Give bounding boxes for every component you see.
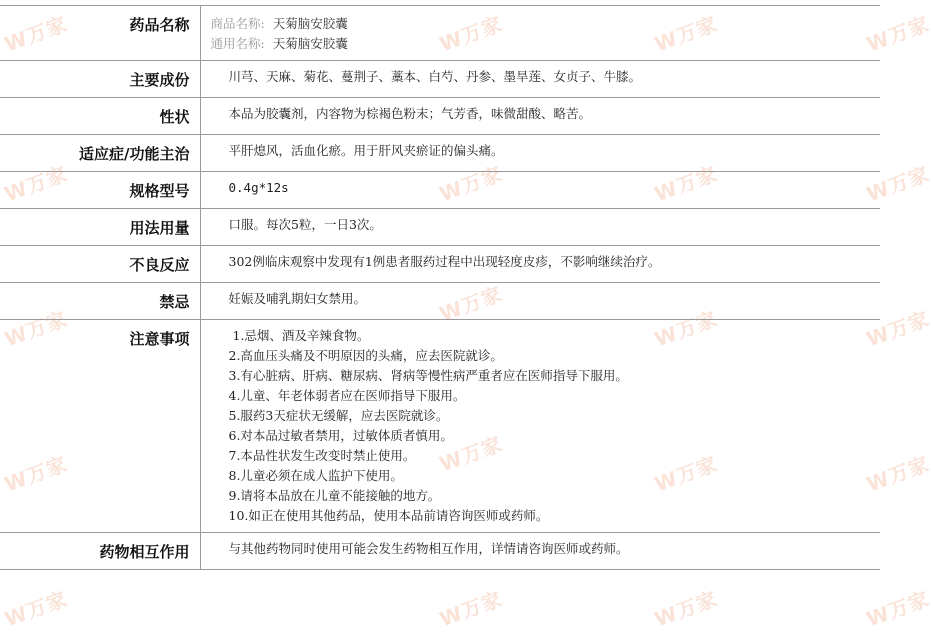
value-dosage: 口服。每次5粒，一日3次。 [200, 209, 880, 246]
label-specification: 规格型号 [0, 172, 200, 209]
label-description: 性状 [0, 98, 200, 135]
watermark-logo: W万家 [436, 161, 506, 207]
watermark-logo: W万家 [436, 11, 506, 57]
row-dosage [0, 209, 880, 246]
label-dosage: 用法用量 [0, 209, 200, 246]
watermark-logo: W万家 [651, 11, 721, 57]
precaution-item: 8.儿童必须在成人监护下使用。 [228, 468, 403, 483]
value-description: 本品为胶囊剂，内容物为棕褐色粉末；气芳香，味微甜酸、略苦。 [200, 98, 880, 135]
precaution-item: 3.有心脏病、肝病、糖尿病、肾病等慢性病严重者应在医师指导下服用。 [228, 368, 628, 383]
watermark-logo: W万家 [1, 306, 71, 352]
label-drug-name: 药品名称 [0, 6, 200, 61]
value-precautions [200, 320, 880, 533]
generic-name-line [211, 34, 871, 54]
precaution-item: 6.对本品过敏者禁用，过敏体质者慎用。 [228, 428, 453, 443]
watermark-logo: W万家 [651, 306, 721, 352]
value-ingredients: 川芎、天麻、菊花、蔓荆子、藁本、白芍、丹参、墨旱莲、女贞子、牛膝。 [200, 61, 880, 98]
watermark-logo: W万家 [651, 161, 721, 207]
precaution-item: 10.如正在使用其他药品，使用本品前请咨询医师或药师。 [228, 508, 549, 523]
watermark-logo: W万家 [863, 586, 933, 632]
watermark-logo: W万家 [1, 586, 71, 632]
watermark-logo: W万家 [863, 161, 933, 207]
watermark-logo: W万家 [436, 586, 506, 632]
label-ingredients: 主要成份 [0, 61, 200, 98]
precautions-list [229, 326, 871, 526]
brand-name-value: 天菊脑安胶囊 [272, 16, 348, 31]
value-indications: 平肝熄风，活血化瘀。用于肝风夹瘀证的偏头痛。 [200, 135, 880, 172]
watermark-logo: W万家 [1, 11, 71, 57]
brand-name-line [211, 14, 871, 34]
row-adverse-reactions [0, 246, 880, 283]
label-contraindications: 禁忌 [0, 283, 200, 320]
watermark-logo: W万家 [1, 161, 71, 207]
precaution-item: 2.高血压头痛及不明原因的头痛，应去医院就诊。 [228, 348, 503, 363]
precaution-item: 1.忌烟、酒及辛辣食物。 [232, 328, 370, 343]
watermark-logo: W万家 [436, 431, 506, 477]
label-adverse-reactions: 不良反应 [0, 246, 200, 283]
watermark-logo: W万家 [863, 11, 933, 57]
value-interactions: 与其他药物同时使用可能会发生药物相互作用，详情请咨询医师或药师。 [200, 533, 880, 570]
watermark-logo: W万家 [651, 451, 721, 497]
drug-info-table [0, 5, 880, 570]
label-indications: 适应症/功能主治 [0, 135, 200, 172]
row-contraindications [0, 283, 880, 320]
watermark-logo: W万家 [1, 451, 71, 497]
row-description [0, 98, 880, 135]
precaution-item: 5.服药3天症状无缓解，应去医院就诊。 [228, 408, 449, 423]
precaution-item: 7.本品性状发生改变时禁止使用。 [228, 448, 416, 463]
precaution-item: 4.儿童、年老体弱者应在医师指导下服用。 [228, 388, 466, 403]
row-interactions [0, 533, 880, 570]
value-adverse-reactions: 302例临床观察中发现有1例患者服药过程中出现轻度皮疹，不影响继续治疗。 [200, 246, 880, 283]
watermark-logo: W万家 [863, 451, 933, 497]
row-specification [0, 172, 880, 209]
label-precautions: 注意事项 [0, 320, 200, 533]
label-interactions: 药物相互作用 [0, 533, 200, 570]
row-precautions [0, 320, 880, 533]
value-drug-name [200, 6, 880, 61]
value-contraindications: 妊娠及哺乳期妇女禁用。 [200, 283, 880, 320]
generic-name-key: 通用名称: [210, 36, 265, 51]
row-indications [0, 135, 880, 172]
row-drug-name [0, 6, 880, 61]
watermark-logo: W万家 [863, 306, 933, 352]
watermark-logo: W万家 [651, 586, 721, 632]
brand-name-key: 商品名称: [210, 16, 265, 31]
value-specification: 0.4g*12s [200, 172, 880, 209]
watermark-logo: W万家 [436, 281, 506, 327]
precaution-item: 9.请将本品放在儿童不能接触的地方。 [228, 488, 441, 503]
row-ingredients [0, 61, 880, 98]
generic-name-value: 天菊脑安胶囊 [272, 36, 348, 51]
